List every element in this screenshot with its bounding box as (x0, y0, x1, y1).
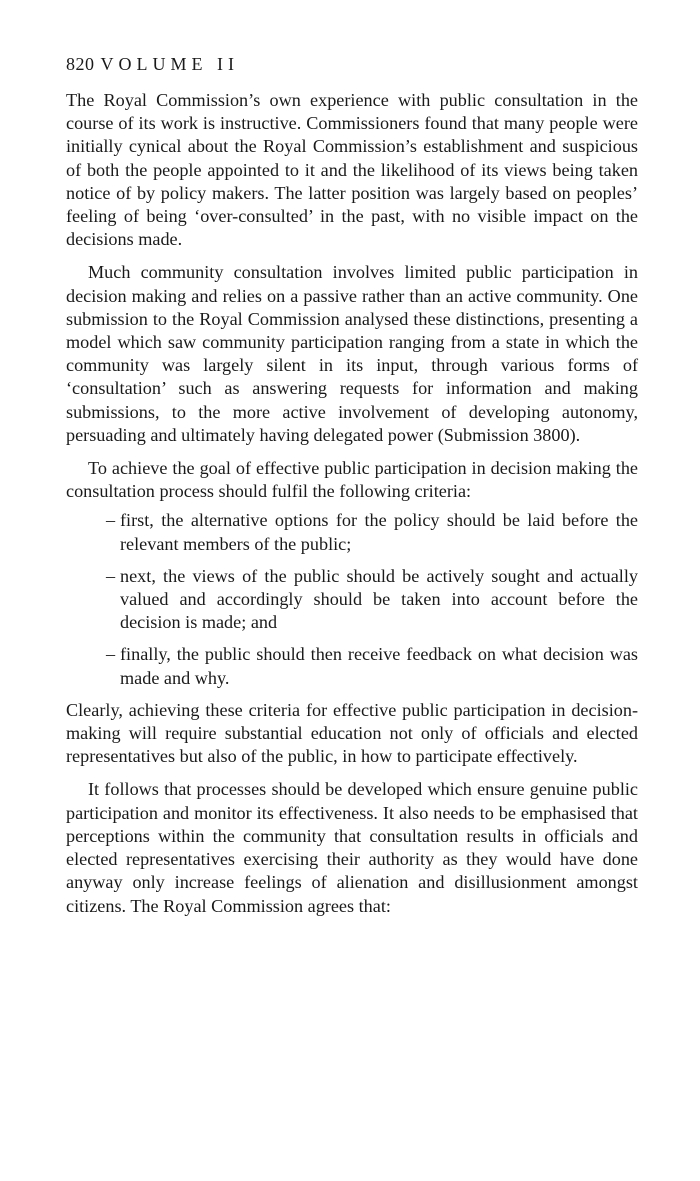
paragraph-royal-commission-experience: The Royal Commission’s own experience with public consultation in the course of its work is instructive. Commissioners found that many people were initially cynical about the Royal Commission’s establishment and suspicious of both the people appointed to it and the likelihood of its views being taken notice of by policy makers. The latter position was largely based on peoples’ feeling of being ‘over-consulted’ in the past, with no visible impact on the decisions made. (66, 90, 638, 250)
dash-marker: – (106, 644, 116, 665)
criteria-item-finally (106, 643, 638, 689)
criteria-item-text: next, the views of the public should be actively sought and actually valued and accordingly should be taken into account before the decision is made; and (120, 565, 638, 633)
criteria-list (66, 509, 638, 689)
paragraph-community-consultation: Much community consultation involves limited public participation in decision making and relies on a passive rather than an active community. One submission to the Royal Commission analysed these distinctions, presenting a model which saw community participation ranging from a state in which the community was largely silent in its input, through various forms of ‘consultation’ such as answering requests for information and making submissions, to the more active involvement of developing autonomy, persuading and ultimately having delegated power (Submission 3800). (66, 262, 638, 445)
paragraph-education-requirement: Clearly, achieving these criteria for effective public participation in decision-making will require substantial education not only of officials and elected representatives but also of the public, in how to participate effectively. (66, 699, 638, 767)
paragraph-criteria-intro: To achieve the goal of effective public participation in decision making the consultation process should fulfil the following criteria: (66, 458, 638, 502)
volume-label: VOLUME II (100, 54, 239, 74)
document-page (66, 52, 638, 918)
page-number: 820 (66, 54, 95, 74)
criteria-item-next (106, 565, 638, 635)
dash-marker: – (106, 565, 116, 586)
criteria-item-first (106, 509, 638, 555)
running-head (66, 52, 638, 76)
dash-marker: – (106, 510, 116, 531)
criteria-item-text: first, the alternative options for the policy should be laid before the relevant members of the public; (120, 510, 638, 554)
paragraph-genuine-participation: It follows that processes should be developed which ensure genuine public participation and monitor its effectiveness. It also needs to be emphasised that perceptions within the community that consultation results in officials and elected representatives exercising their authority as they would have done anyway only increase feelings of alienation and disillusionment amongst citizens. The Royal Commission agrees that: (66, 779, 638, 916)
criteria-item-text: finally, the public should then receive feedback on what decision was made and why. (120, 644, 638, 688)
